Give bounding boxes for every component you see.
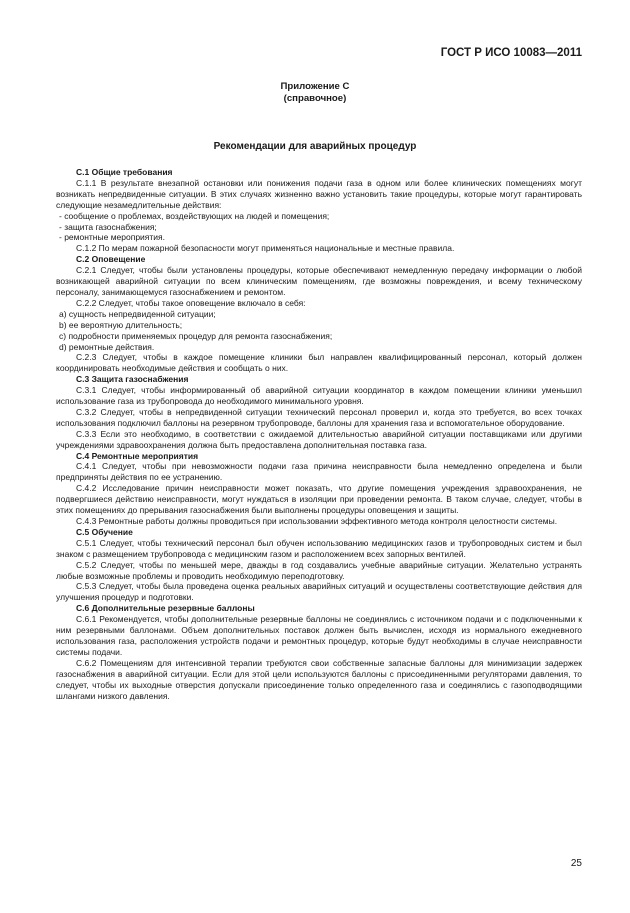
list-item: - защита газоснабжения;: [59, 221, 157, 232]
list-item: - ремонтные мероприятия.: [59, 232, 166, 243]
annex-subtitle: (справочное): [283, 93, 347, 104]
paragraph: С.6.2 Помещениям для интенсивной терапии требуются свои собственные запасные баллоны для минимизации задержек газоснабжения в аварийной ситуации. Если для этой цели используются баллоны с присоединенными регуляторами давления, то следует, чтобы их выходные отверстия допускали присоединение только определенного газа и соединялись с газоподводящими шлангами низкого давления.: [56, 657, 582, 701]
list-item: b) ее вероятную длительность;: [59, 319, 183, 330]
paragraph: С.4.1 Следует, чтобы при невозможности подачи газа причина неисправности была немедленно определена и были предприняты действия по ее устранению.: [56, 461, 582, 483]
paragraph: С.4.3 Ремонтные работы должны проводиться при использовании эффективного метода контроля целостности системы.: [76, 516, 558, 526]
section-heading: С.6 Дополнительные резервные баллоны: [76, 603, 255, 614]
paragraph: С.5.3 Следует, чтобы была проведена оценка реальных аварийных ситуаций и осуществлены соответствующие действия для улучшения процедур и подготовки.: [56, 581, 582, 603]
paragraph: С.1.2 По мерам пожарной безопасности могут применяться национальные и местные правила.: [76, 243, 455, 254]
section-heading: С.5 Обучение: [76, 526, 133, 537]
paragraph: С.5.1 Следует, чтобы технический персонал был обучен использованию медицинских газов и трубопроводных систем и был знаком с размещением трубопровода с медицинским газом и расположением всех запорных вентилей.: [56, 537, 582, 559]
paragraph: С.1.1 В результате внезапной остановки или понижения подачи газа в одном или более клинических помещениях могут возникать непредвиденные ситуации. В этих случаях жизненно важно установить такие процедуры, которые могут гарантировать следующие незамедлительные действия:: [56, 177, 582, 210]
standard-header: ГОСТ Р ИСО 10083—2011: [440, 47, 582, 59]
paragraph: С.6.1 Рекомендуется, чтобы дополнительные резервные баллоны не соединялись с источником подачи и с подключенными к ним резервными баллонами. Объем дополнительных поставок должен быть вычислен, исходя из нормального ежедневного использования газа, расположения устройств подачи и ремонтных процедур, которые будут необходимы в случае неисправности системы подачи.: [56, 614, 582, 657]
annex-title: Приложение С: [280, 81, 350, 92]
section-heading: С.3 Защита газоснабжения: [76, 374, 189, 385]
list-item: a) сущность непредвиденной ситуации;: [59, 308, 216, 319]
paragraph: С.5.2 Следует, чтобы по меньшей мере, дважды в год создавались учебные аварийные ситуации. Желательно устранять любые возможные проблемы и проводить необходимую переподготовку.: [56, 559, 582, 581]
paragraph: С.2.3 Следует, чтобы в каждое помещение клиники был направлен квалифицированный персонал, который должен координировать необходимые действия и сообщать о них.: [56, 352, 582, 374]
page-number: 25: [570, 858, 582, 869]
paragraph: С.4.2 Исследование причин неисправности может показать, что другие помещения учреждения здравоохранения, не подвергшиеся действию неисправности, могут нуждаться в изоляции при проведении ремонта. В таком случае, следует, чтобы в этих помещениях до прерывания газоснабжения были выполнены процедуры оповещения и защиты.: [56, 483, 582, 516]
paragraph: С.3.1 Следует, чтобы информированный об аварийной ситуации координатор в каждом помещении клиники уменьшил использование газа из трубопровода до необходимого минимального уровня.: [56, 385, 582, 407]
paragraph: С.2.2 Следует, чтобы такое оповещение включало в себя:: [76, 297, 306, 308]
document-title: Рекомендации для аварийных процедур: [213, 141, 417, 152]
annex-heading: [0, 81, 630, 105]
document-body: [56, 167, 582, 701]
paragraph: С.2.1 Следует, чтобы были установлены процедуры, которые обеспечивают немедленную передачу информации о любой возникающей аварийной ситуации по всем клиническим помещениям, где возможны повреждения, и всему техническому персоналу, занимающемуся газоснабжением и ремонтом.: [56, 265, 582, 297]
section-heading: С.4 Ремонтные мероприятия: [76, 450, 199, 461]
paragraph: С.3.3 Если это необходимо, в соответствии с ожидаемой длительностью аварийной ситуации поставщиками или другими учреждениями здравоохранения должна быть предоставлена дополнительная поставка газа.: [56, 428, 582, 450]
paragraph: С.3.2 Следует, чтобы в непредвиденной ситуации технический персонал проверил и, когда это требуется, во всех точках использования подключил баллоны на резервном трубопроводе, баллоны для хранения газа и вспомогательное оборудование.: [56, 406, 582, 428]
list-item: d) ремонтные действия.: [59, 341, 155, 352]
section-heading: С.1 Общие требования: [76, 167, 173, 177]
list-item: c) подробности применяемых процедур для ремонта газоснабжения;: [59, 330, 333, 341]
section-heading: С.2 Оповещение: [76, 254, 146, 265]
list-item: - сообщение о проблемах, воздействующих на людей и помещения;: [59, 210, 330, 221]
